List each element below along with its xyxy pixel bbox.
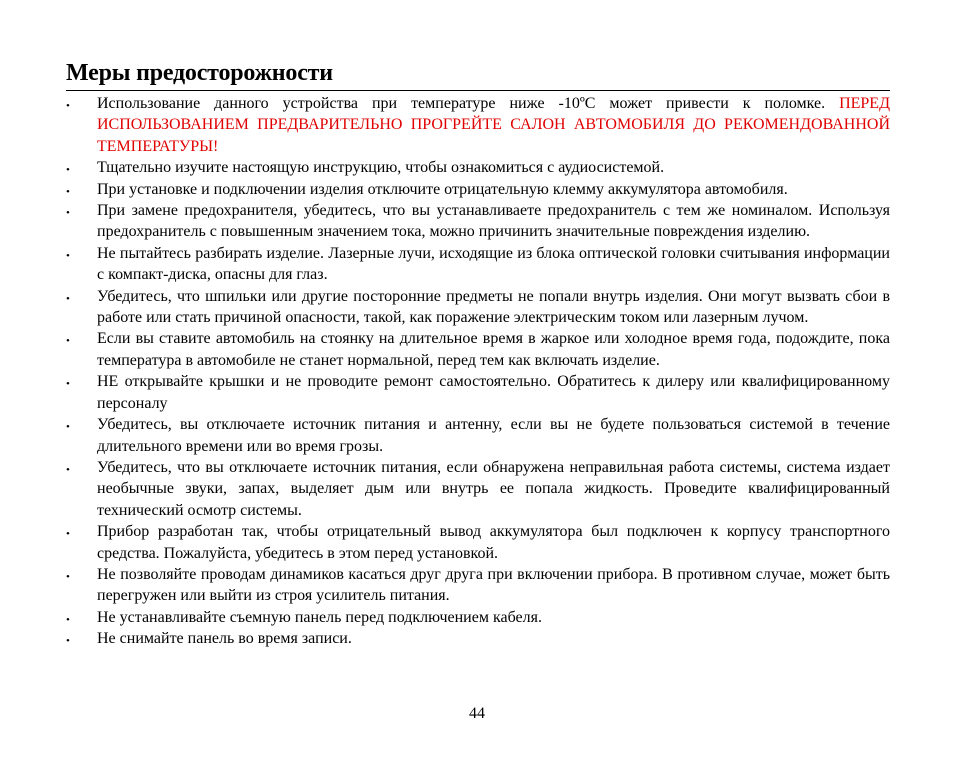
bullet: • [66, 100, 70, 112]
warning-text: ПЕРЕД ИСПОЛЬЗОВАНИЕМ ПРЕДВАРИТЕЛЬНО ПРОГРЕЙТЕ САЛОН АВТОМОБИЛЯ ДО РЕКОМЕНДОВАННОЙ ТЕМПЕРАТУРЫ! [97, 95, 890, 155]
item-text: Тщательно изучите настоящую инструкцию, чтобы ознакомиться с аудиосистемой. [97, 159, 665, 177]
list-item [66, 521, 890, 564]
bullet: • [66, 635, 70, 648]
bullet: • [66, 570, 70, 583]
precautions-list [66, 93, 890, 650]
list-item [66, 179, 890, 200]
item-text: Прибор разработан так, чтобы отрицательный вывод аккумулятора был подключен к корпусу транспортного средства. Пожалуйста, убедитесь в этом перед установкой. [97, 523, 890, 562]
list-item [66, 93, 890, 157]
item-text: Не пытайтесь разбирать изделие. Лазерные лучи, исходящие из блока оптической головки считывания информации с компакт-диска, опасны для глаз. [97, 244, 890, 284]
page-title: Меры предосторожности [66, 58, 890, 91]
bullet: • [66, 249, 70, 262]
bullet: • [66, 463, 70, 476]
bullet: • [66, 378, 70, 391]
bullet: • [66, 613, 70, 626]
item-text: НЕ открывайте крышки и не проводите ремонт самостоятельно. Обратитесь к дилеру или квалифицированному персоналу [97, 373, 890, 412]
item-text: Убедитесь, что шпильки или другие посторонние предметы не попали внутрь изделия. Они могут вызвать сбои в работе или стать причиной опасности, такой, как поражение электрическим током или лазерным лучом. [97, 287, 890, 327]
list-item [66, 371, 890, 414]
list-item [66, 243, 890, 286]
bullet: • [66, 335, 70, 348]
bullet: • [66, 185, 70, 198]
list-item [66, 286, 890, 329]
list-item [66, 157, 890, 178]
page-number: 44 [469, 705, 485, 722]
item-text: Не позволяйте проводам динамиков касаться друг друга при включении прибора. В противном случае, может быть перегружен или выйти из строя усилитель питания. [97, 565, 890, 605]
list-item [66, 564, 890, 607]
list-item [66, 200, 890, 243]
item-text: Не снимайте панель во время записи. [97, 630, 352, 648]
bullet: • [66, 207, 70, 220]
list-item [66, 607, 890, 628]
item-text: Использование данного устройства при температуре ниже -10ºC может привести к поломке. [97, 95, 840, 112]
item-text: При замене предохранителя, убедитесь, что вы устанавливаете предохранитель с тем же номиналом. Используя предохранитель с повышенным значением тока, можно причинить значительные повреждения изделию. [97, 202, 890, 241]
item-text: При установке и подключении изделия отключите отрицательную клемму аккумулятора автомобиля. [97, 180, 788, 198]
bullet: • [66, 528, 70, 541]
list-item [66, 628, 890, 649]
bullet: • [66, 292, 70, 305]
item-text: Убедитесь, что вы отключаете источник питания, если обнаружена неправильная работа системы, система издает необычные звуки, запах, выделяет дым или внутрь ее попала жидкость. Проведите квалифицированный технический осмотр системы. [97, 458, 890, 519]
bullet: • [66, 164, 70, 177]
item-text: Не устанавливайте съемную панель перед подключением кабеля. [97, 608, 542, 626]
list-item [66, 414, 890, 457]
item-text: Убедитесь, вы отключаете источник питания и антенну, если вы не будете пользоваться системой в течение длительного времени или во время грозы. [97, 416, 890, 455]
bullet: • [66, 421, 70, 434]
item-text: Если вы ставите автомобиль на стоянку на длительное время в жаркое или холодное время года, подождите, пока температура в автомобиле не станет нормальной, перед тем как включать изделие. [97, 330, 890, 369]
list-item [66, 328, 890, 371]
list-item [66, 457, 890, 521]
document-page [66, 58, 890, 650]
